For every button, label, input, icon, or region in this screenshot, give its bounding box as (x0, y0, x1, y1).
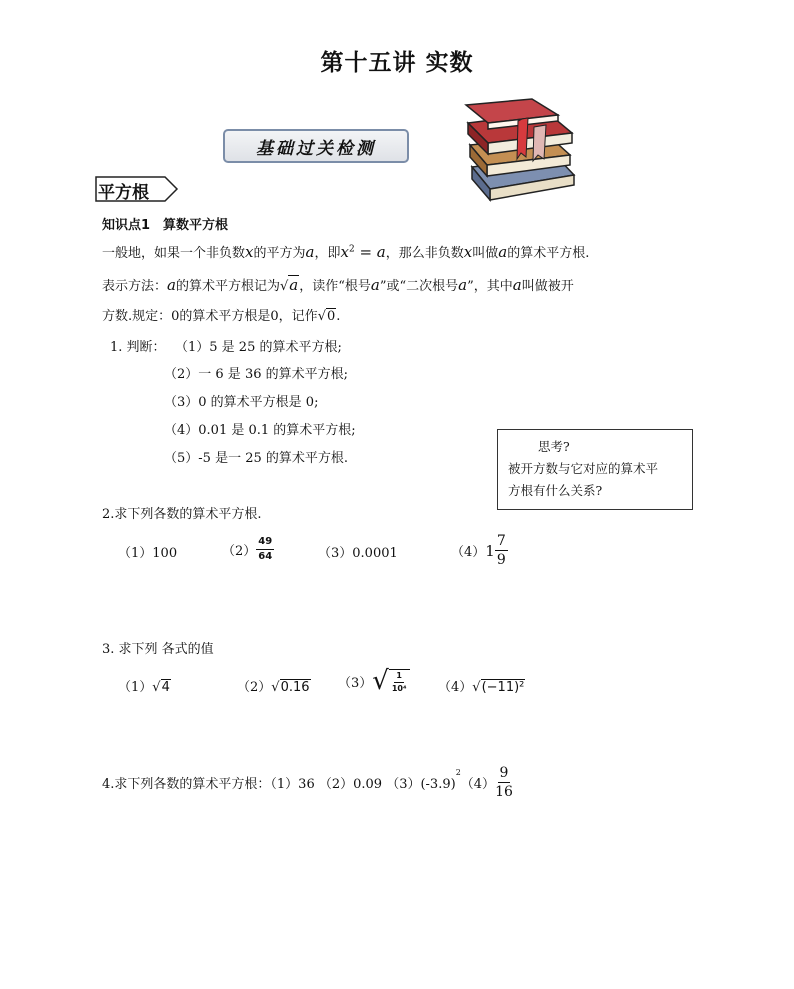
q3-item-2: （2）√0.16 (237, 680, 310, 695)
def-var-a2: a (498, 243, 508, 261)
def-text-6: 的算术平方根. (507, 246, 590, 261)
fraction-49-64: $\frac{49}{64}$ (258, 536, 273, 562)
q2-item-2-label: （2） (222, 544, 257, 559)
notation-var-a: a (167, 276, 176, 294)
q3-item-1: （1）√4 (118, 680, 170, 695)
q1-item: （1）5 是 25 的算术平方根; (175, 340, 342, 355)
fraction-9-16: $\frac{9}{16}$ (495, 765, 513, 800)
q4-line (102, 766, 513, 799)
q3-item-4: （4）√(−11)² (438, 680, 525, 695)
q1-item: （5）-5 是一 25 的算术平方根. (164, 451, 349, 466)
q4-lead: 4.求下列各数的算术平方根：（1）36 （2）0.09 （3）(-3.9) (102, 777, 456, 792)
page-title: 第十五讲 实数 (320, 50, 474, 76)
notation-var-a2: a (370, 276, 380, 294)
fraction-1-over-10e4: $\frac{1}{\text{10⁴}}$ (389, 669, 410, 693)
q2-item-4 (451, 534, 508, 567)
notation-text-3: ，读作“根号 (299, 279, 371, 294)
def-var-x2: x (463, 243, 473, 261)
q2-item-3: （3）0.0001 (318, 546, 398, 561)
think-line-3: 方根有什么关系? (508, 483, 603, 498)
books-illustration (462, 97, 587, 206)
q3-item-3: （3） √ $\frac{1}{\text{10⁴}}$ (338, 668, 410, 694)
knowledge-point-heading: 知识点1 算数平方根 (102, 218, 229, 233)
notation-var-a4: a (512, 276, 522, 294)
q4-exponent: 2 (455, 768, 461, 777)
notation-text-8: . (336, 309, 341, 324)
def-var-a: a (305, 243, 315, 261)
q4-item-4-label: （4） (460, 777, 496, 792)
sqrt-4: √4 (152, 680, 170, 695)
def-text-2: 的平方为 (253, 246, 306, 261)
sqrt-0: √0 (317, 309, 336, 324)
def-text-3: ，即 (314, 246, 341, 261)
notation-var-a3: a (458, 276, 468, 294)
q2-item-1: （1）100 (118, 546, 178, 561)
def-eq-x: x (340, 243, 349, 261)
section-header-box: 基础过关检测 (223, 129, 409, 163)
def-text-5: 叫做 (472, 246, 499, 261)
radical-sign: √ (372, 666, 389, 696)
sqrt-0-16: √0.16 (271, 680, 310, 695)
sqrt-a: √a (279, 276, 299, 294)
q2-lead: 2.求下列各数的算术平方根. (102, 507, 262, 522)
notation-line-2 (102, 305, 340, 324)
definition-line (102, 242, 589, 261)
q1-item: （2）一 6 是 36 的算术平方根; (164, 367, 348, 382)
mixed-whole: 1 (485, 541, 495, 560)
fraction-7-9: $\frac{7}{9}$ (496, 533, 506, 568)
def-var-x: x (245, 243, 254, 261)
q1-item: （4）0.01 是 0.1 的算术平方根; (164, 423, 356, 438)
books-icon (462, 97, 587, 202)
notation-text-6: 叫做被开 (521, 279, 574, 294)
q2-item-4-label: （4） (451, 545, 486, 560)
def-text-4: ，那么非负数 (385, 246, 464, 261)
notation-text-7: 方数.规定：0的算术平方根是0，记作 (102, 309, 318, 324)
notation-text-1: 表示方法： (102, 279, 168, 294)
think-box (497, 429, 693, 510)
think-line-1: 思考? (538, 439, 570, 454)
q1-lead: 1. 判断： (110, 340, 166, 355)
notation-text-2: 的算术平方根记为 (175, 279, 280, 294)
think-line-2: 被开方数与它对应的算术平 (508, 461, 659, 476)
topic-tag: 平方根 (98, 183, 149, 203)
notation-text-5: ”，其中 (467, 279, 513, 294)
notation-line-1 (102, 275, 574, 294)
notation-text-4: ”或“二次根号 (379, 279, 459, 294)
sqrt-neg11-squared: √(−11)² (472, 680, 525, 695)
q1-item: （3）0 的算术平方根是 0; (164, 395, 319, 410)
q2-item-2 (222, 537, 274, 562)
def-eq-exp: 2 (348, 244, 355, 255)
def-eq-rest: = a (354, 243, 386, 261)
q3-lead: 3. 求下列 各式的值 (102, 642, 214, 657)
def-text-1: 一般地，如果一个非负数 (102, 246, 246, 261)
